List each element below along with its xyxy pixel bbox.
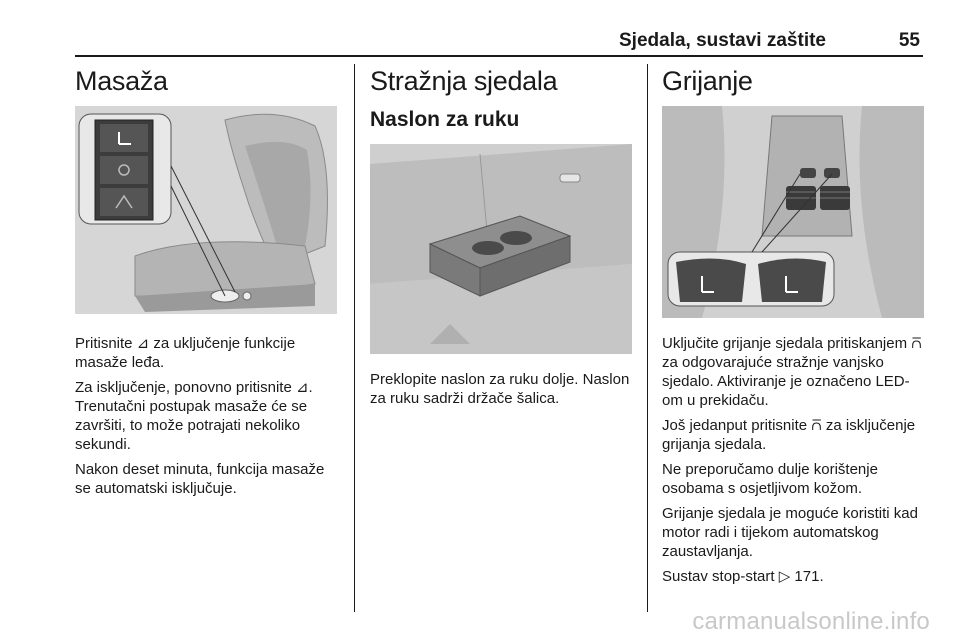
heading-rear-seats: Stražnja sjedala — [370, 66, 558, 96]
paragraph: Pritisnite ⊿ za uključenje funkcije masaže leđa. — [75, 335, 296, 371]
paragraph: Ne preporučamo dulje korištenje osobama s osjetljivom kožom. — [662, 461, 878, 497]
paragraph: Uključite grijanje sjedala pritiskanjem ⩃ za odgovarajuće stražnje vanjsko sjedalo. Aktiviranje je označeno LED-om u prekidaču. — [662, 335, 922, 409]
column-heating — [662, 64, 928, 592]
column-massage — [75, 64, 341, 504]
subheading-armrest: Naslon za ruku — [370, 108, 520, 131]
watermark: carmanualsonline.info — [692, 608, 930, 635]
paragraph: Za isključenje, ponovno pritisnite ⊿. Trenutačni postupak masaže će se završiti, to može potrajati nekoliko sekundi. — [75, 379, 313, 453]
seat-massage-illustration — [75, 106, 337, 314]
paragraph: Grijanje sjedala je moguće koristiti kad motor radi i tijekom automatskog zaustavljanja. — [662, 505, 918, 560]
column-divider — [647, 64, 648, 612]
heading-heating: Grijanje — [662, 66, 753, 96]
paragraph: Preklopite naslon za ruku dolje. Naslon za ruku sadrži držače šalica. — [370, 371, 630, 407]
heading-massage: Masaža — [75, 66, 168, 96]
rear-heating-illustration — [662, 106, 924, 318]
page-number: 55 — [898, 30, 920, 51]
paragraph: Još jedanput pritisnite ⩃ za isključenje grijanja sjedala. — [662, 417, 916, 453]
paragraph: Sustav stop-start ▷ 171. — [662, 568, 824, 585]
section-title: Sjedala, sustavi zaštite — [619, 30, 826, 51]
column-divider — [354, 64, 355, 612]
header-rule — [75, 55, 923, 57]
paragraph: Nakon deset minuta, funkcija masaže se automatski isključuje. — [75, 461, 325, 497]
armrest-illustration — [370, 144, 632, 354]
column-rear-seats — [370, 64, 636, 414]
